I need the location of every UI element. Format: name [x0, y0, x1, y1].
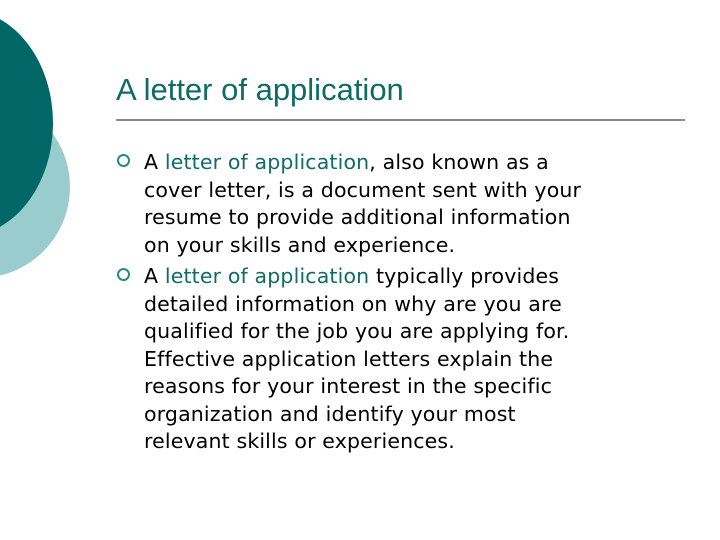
highlighted-term: letter of application: [164, 264, 370, 288]
bullet-text-line: [144, 346, 676, 374]
bullet-item: [116, 263, 676, 456]
bullet-text: on your skills and experience.: [144, 232, 456, 257]
bullet-text: organization and identify your most: [144, 401, 516, 426]
bullet-text-line: [144, 401, 676, 429]
bullet-text-line: [144, 177, 676, 205]
bullet-text: A: [144, 150, 165, 174]
bullet-text-line: [144, 263, 676, 291]
bullet-text: qualified for the job you are applying for.: [144, 319, 570, 343]
highlighted-term: letter of application: [164, 150, 370, 174]
bullet-text-line: [144, 428, 676, 456]
bullet-item: [116, 149, 676, 259]
bullet-text: reasons for your interest in the specific: [144, 374, 553, 398]
bullet-text-line: [144, 373, 676, 401]
hollow-circle-bullet-icon: [117, 268, 130, 281]
bullet-text-line: [144, 291, 676, 319]
bullet-list: [116, 149, 676, 460]
hollow-circle-bullet-icon: [117, 154, 130, 167]
title-divider: [116, 119, 685, 121]
bullet-text: , also known as a: [369, 150, 549, 174]
bullet-text: A: [144, 264, 165, 288]
bullet-text: Effective application letters explain the: [144, 346, 554, 371]
slide-title: A letter of application: [116, 72, 404, 107]
bullet-text-line: [144, 318, 676, 346]
bullet-text: cover letter, is a document sent with your: [144, 177, 582, 202]
bullet-text-line: [144, 149, 676, 177]
bullet-text: detailed information on why are you are: [144, 291, 562, 316]
bullet-text: typically provides: [369, 264, 560, 288]
bullet-text-line: [144, 204, 676, 232]
bullet-text: relevant skills or experiences.: [144, 429, 455, 453]
bullet-text: resume to provide additional information: [144, 205, 571, 229]
bullet-text-line: [144, 232, 676, 260]
